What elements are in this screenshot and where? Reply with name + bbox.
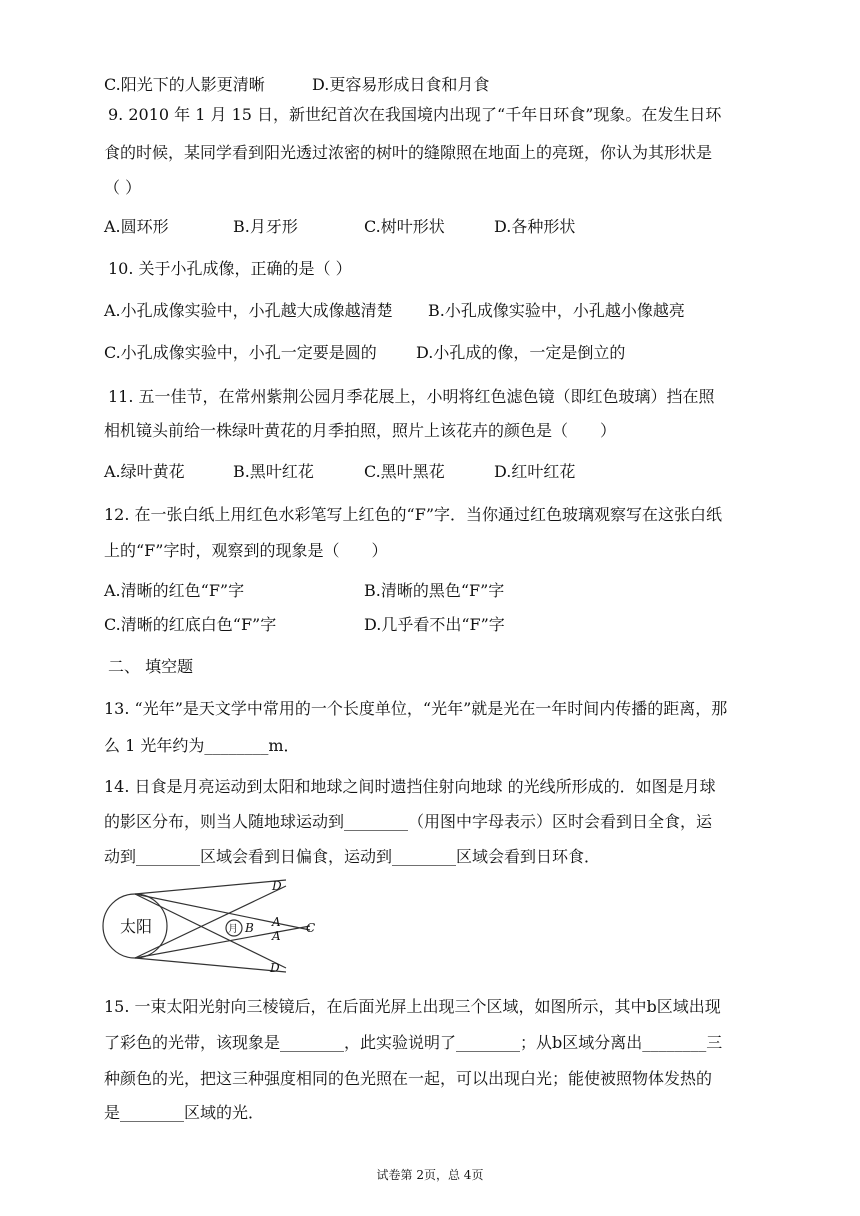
q12-option-a: A.清晰的红色“F”字	[104, 581, 245, 600]
q12-text-line2: 上的“F”字时，观察到的现象是（ ）	[104, 541, 388, 560]
label-b: B	[245, 921, 254, 935]
q12-option-b: B.清晰的黑色“F”字	[364, 581, 505, 600]
q10-text: 10. 关于小孔成像，正确的是（ ）	[108, 259, 352, 278]
q9-text-line3: （ ）	[104, 178, 142, 197]
q14-text-line3: 动到________区域会看到日偏食，运动到________区域会看到日环食．	[104, 847, 601, 866]
q9-text-line2: 食的时候，某同学看到阳光透过浓密的树叶的缝隙照在地面上的亮斑，你认为其形状是	[104, 143, 713, 162]
q12-option-d: D.几乎看不出“F”字	[364, 615, 505, 634]
q14-text-line2: 的影区分布，则当人随地球运动到________（用图中字母表示）区时会看到日全食，运	[104, 812, 713, 831]
sun-label: 太阳	[120, 917, 153, 936]
q11-option-c: C.黑叶黑花	[364, 462, 445, 481]
q11-text-line2: 相机镜头前给一株绿叶黄花的月季拍照，照片上该花卉的颜色是（ ）	[104, 421, 617, 440]
q11-option-b: B.黑叶红花	[233, 462, 314, 481]
q14-text-line1: 14. 日食是月亮运动到太阳和地球之间时遗挡住射向地球 的光线所形成的．如图是月球	[104, 777, 716, 796]
q11-text-line1: 11. 五一佳节，在常州紫荆公园月季花展上，小明将红色滤色镜（即红色玻璃）挡在照	[108, 387, 715, 406]
section-heading-fill-in: 二、 填空题	[108, 657, 194, 676]
q10-option-c: C.小孔成像实验中，小孔一定要是圆的	[104, 343, 377, 362]
q15-text-line3: 种颜色的光，把这三种强度相同的色光照在一起，可以出现白光；能使被照物体发热的	[104, 1069, 713, 1088]
q15-text-line1: 15. 一束太阳光射向三棱镜后，在后面光屏上出现三个区域，如图所示，其中b区域出现	[104, 997, 721, 1016]
q9-option-d: D.各种形状	[494, 217, 576, 236]
eclipse-shadow-diagram	[100, 876, 322, 974]
q11-option-a: A.绿叶黄花	[104, 462, 185, 481]
q9-option-c: C.树叶形状	[364, 217, 445, 236]
q9-option-b: B.月牙形	[233, 217, 298, 236]
q13-text-line1: 13. “光年”是天文学中常用的一个长度单位，“光年”就是光在一年时间内传播的距离，那	[104, 699, 728, 718]
q12-text-line1: 12. 在一张白纸上用红色水彩笔写上红色的“F”字．当你通过红色玻璃观察写在这张白纸	[104, 505, 722, 524]
q8-option-d: D.更容易形成日食和月食	[312, 75, 490, 94]
q13-text-line2: 么 1 光年约为________m．	[104, 736, 300, 755]
page-footer: 试卷第 2页，总 4页	[376, 1168, 484, 1182]
label-c: C	[306, 921, 316, 935]
q15-text-line4: 是________区域的光．	[104, 1103, 265, 1122]
label-a-lower: A	[272, 929, 281, 943]
q8-option-c: C.阳光下的人影更清晰	[104, 75, 265, 94]
q10-option-a: A.小孔成像实验中，小孔越大成像越清楚	[104, 301, 393, 320]
moon-label: 月	[228, 924, 238, 935]
q12-option-c: C.清晰的红底白色“F”字	[104, 615, 277, 634]
q10-option-d: D.小孔成的像，一定是倒立的	[416, 343, 626, 362]
q11-option-d: D.红叶红花	[494, 462, 576, 481]
label-d-lower: D	[270, 961, 280, 974]
q15-text-line2: 了彩色的光带，该现象是________，此实验说明了________；从b区域分离出________三	[104, 1033, 723, 1052]
q9-text-line1: 9. 2010 年 1 月 15 日，新世纪首次在我国境内出现了“千年日环食”现象。在发生日环	[108, 105, 722, 124]
label-d-upper: D	[272, 879, 282, 893]
q10-option-b: B.小孔成像实验中，小孔越小像越亮	[428, 301, 685, 320]
label-a-upper: A	[272, 915, 281, 929]
q9-option-a: A.圆环形	[104, 217, 169, 236]
